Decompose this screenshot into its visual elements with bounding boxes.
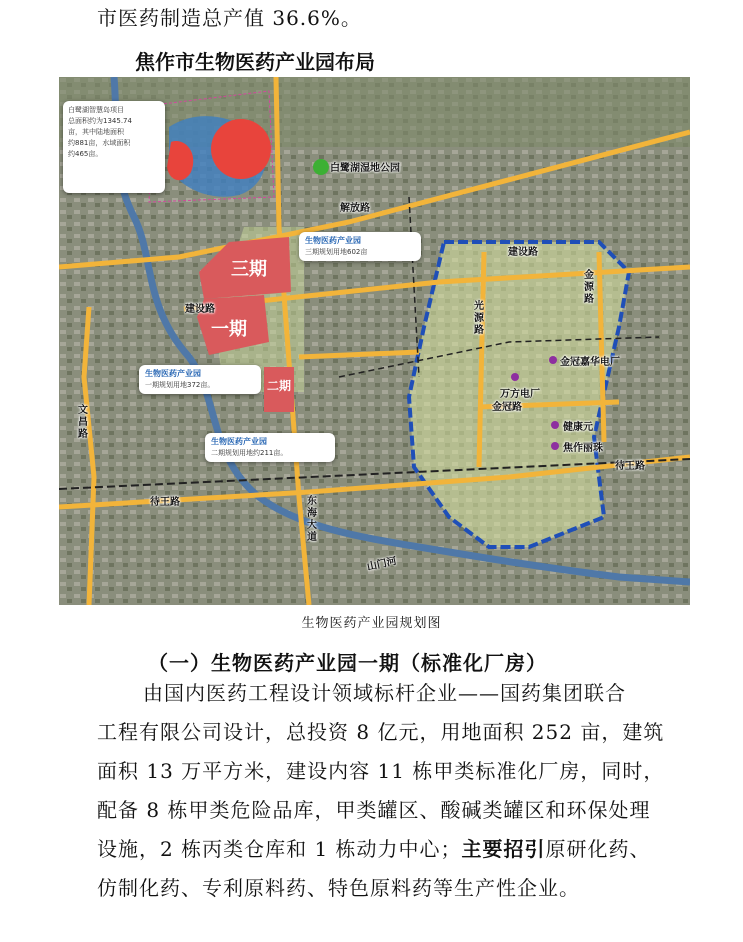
callout-phase1 — [139, 365, 261, 394]
callout-phase1-sub: 一期规划用地372亩。 — [145, 381, 215, 389]
callout-bailu-line-3: 亩，其中陆地面积 — [68, 128, 124, 136]
section-heading: （一）生物医药产业园一期（标准化厂房） — [148, 651, 547, 675]
road-daiwang-right: 待王路 — [615, 461, 645, 472]
shanmen-river-label: 山门河 — [366, 556, 398, 574]
paragraph-line-3: 面积 13 万平方米，建设内容 11 栋甲类标准化厂房，同时， — [97, 759, 665, 783]
paragraph-line-2: 工程有限公司设计，总投资 8 亿元，用地面积 252 亩，建筑 — [97, 720, 665, 744]
company-wanfang: 万方电厂 — [500, 389, 540, 400]
callout-phase3 — [299, 232, 421, 261]
paragraph-line-4: 配备 8 栋甲类危险品库，甲类罐区、酸碱类罐区和环保处理 — [97, 798, 651, 822]
callout-phase2-title: 生物医药产业园 — [211, 437, 267, 446]
phase3-label: 三期 — [231, 259, 267, 280]
callout-bailu-line-1: 白鹭湖智慧岛项目 — [68, 106, 124, 114]
paragraph-line-1: 由国内医药工程设计领域标杆企业——国药集团联合 — [143, 681, 626, 705]
road-guangyuan: 光源路 — [474, 301, 484, 336]
map-title: 焦作市生物医药产业园布局 — [135, 50, 375, 74]
paragraph-line-5-a: 设施，2 栋丙类仓库和 1 栋动力中心； — [97, 837, 462, 861]
road-donghai: 东海大道 — [307, 496, 317, 543]
paragraph-line-5-c: 原研化药、 — [545, 837, 651, 861]
road-jinguan: 金冠路 — [492, 402, 522, 413]
wisdom-island — [211, 119, 271, 179]
callout-phase2-sub: 二期规划用地约211亩。 — [211, 449, 288, 457]
paragraph-line-5 — [97, 836, 651, 862]
map-caption: 生物医药产业园规划图 — [301, 616, 442, 631]
callout-phase3-sub: 三期规划用地602亩 — [305, 248, 368, 256]
paragraph-emphasis: 主要招引 — [461, 837, 546, 861]
lizhu-marker — [551, 442, 559, 450]
road-jiefang: 解放路 — [340, 203, 370, 214]
road-jinyuan: 金源路 — [584, 270, 594, 305]
jinguan-jiahua-marker — [549, 356, 557, 364]
company-jinguan-jiahua: 金冠嘉华电厂 — [560, 357, 620, 368]
callout-phase2 — [205, 433, 335, 462]
callout-bailu-project — [63, 101, 165, 193]
park-layout-map — [59, 77, 690, 605]
callout-phase3-title: 生物医药产业园 — [305, 236, 361, 245]
phase2-label: 二期 — [267, 379, 292, 393]
callout-phase1-title: 生物医药产业园 — [145, 369, 201, 378]
wetland-park-label: 白鹭湖湿地公园 — [330, 163, 400, 174]
company-jiankangyuan: 健康元 — [563, 422, 593, 433]
phase1-label: 一期 — [211, 319, 247, 340]
callout-bailu-line-2: 总面积约为1345.74 — [68, 117, 132, 125]
road-jianshe-left: 建设路 — [185, 304, 215, 315]
road-wenchang: 文昌路 — [78, 405, 88, 440]
road-daiwang-left: 待王路 — [150, 497, 180, 508]
intro-line: 市医药制造总产值 36.6%。 — [97, 6, 362, 30]
callout-bailu-line-5: 约465亩。 — [68, 150, 103, 158]
company-lizhu: 焦作丽珠 — [563, 443, 603, 454]
jiankangyuan-marker — [551, 421, 559, 429]
road-jianshe-right: 建设路 — [508, 247, 538, 258]
paragraph-line-6: 仿制化药、专利原料药、特色原料药等生产性企业。 — [97, 876, 580, 900]
callout-bailu-line-4: 约881亩，水域面积 — [68, 139, 131, 147]
wanfang-marker — [511, 373, 519, 381]
wetland-park-marker — [313, 159, 329, 175]
